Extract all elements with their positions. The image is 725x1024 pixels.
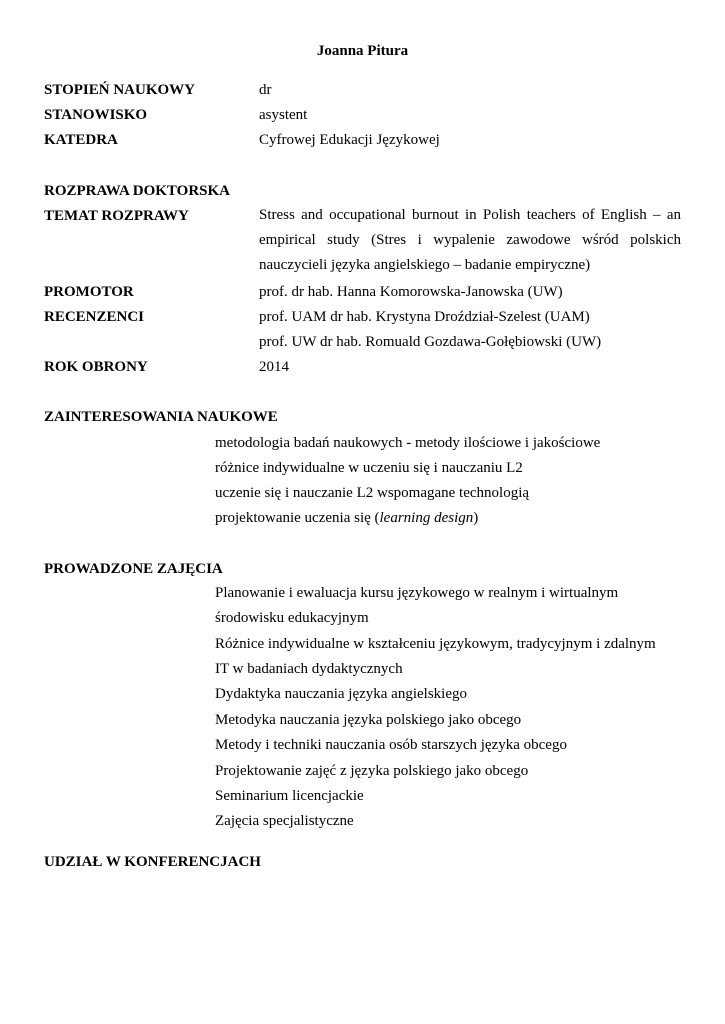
interest-item-close: ) [473, 510, 479, 526]
department-value: Cyfrowej Edukacji Językowej [259, 132, 440, 148]
position-value: asystent [259, 107, 308, 123]
thesis-heading: ROZPRAWA DOKTORSKA [44, 183, 231, 199]
interest-item: metodologia badań naukowych - metody ilościowe i jakościowe [215, 435, 601, 451]
interest-item: różnice indywidualne w uczeniu się i nauczaniu L2 [215, 460, 523, 476]
course-item: Metody i techniki nauczania osób starszych języka obcego [215, 737, 567, 753]
reviewers-label: RECENZENCI [44, 309, 145, 325]
supervisor-value: prof. dr hab. Hanna Komorowska-Janowska (UW) [259, 284, 563, 300]
course-item: Różnice indywidualne w kształceniu językowym, tradycyjnym i zdalnym [215, 636, 656, 652]
course-item: Dydaktyka nauczania języka angielskiego [215, 686, 467, 702]
interest-item [215, 509, 478, 527]
reviewer-item: prof. UAM dr hab. Krystyna Droździał-Szelest (UAM) [259, 309, 590, 325]
thesis-topic-line: nauczycieli języka angielskiego – badanie empiryczne) [259, 257, 591, 273]
supervisor-label: PROMOTOR [44, 284, 134, 300]
course-item: Projektowanie zajęć z języka polskiego jako obcego [215, 763, 529, 779]
thesis-topic-label: TEMAT ROZPRAWY [44, 208, 189, 224]
course-item: Zajęcia specjalistyczne [215, 813, 354, 829]
courses-heading: PROWADZONE ZAJĘCIA [44, 561, 223, 577]
thesis-topic-line: empirical study (Stres i wypalenie zawodowe wśród polskich [259, 232, 681, 248]
course-item: IT w badaniach dydaktycznych [215, 661, 403, 677]
degree-value: dr [259, 82, 272, 98]
interest-item-text: projektowanie uczenia się ( [215, 510, 380, 526]
interests-heading: ZAINTERESOWANIA NAUKOWE [44, 409, 278, 425]
degree-label: STOPIEŃ NAUKOWY [44, 82, 195, 98]
course-item: Planowanie i ewaluacja kursu językowego w realnym i wirtualnym środowisku edukacyjnym [215, 585, 619, 626]
position-label: STANOWISKO [44, 107, 148, 123]
interest-item: uczenie się i nauczanie L2 wspomagane technologią [215, 485, 530, 501]
thesis-topic [259, 203, 681, 278]
person-name: Joanna Pitura [316, 43, 409, 59]
defense-year-value: 2014 [259, 359, 289, 375]
reviewer-item: prof. UW dr hab. Romuald Gozdawa-Gołębiowski (UW) [259, 334, 602, 350]
interest-item-term: learning design [379, 510, 474, 526]
defense-year-label: ROK OBRONY [44, 359, 148, 375]
course-item: Metodyka nauczania języka polskiego jako obcego [215, 712, 522, 728]
thesis-topic-line: Stress and occupational burnout in Polish teachers of English – an [259, 207, 681, 223]
conferences-heading: UDZIAŁ W KONFERENCJACH [44, 854, 261, 870]
department-label: KATEDRA [44, 132, 118, 148]
course-item: Seminarium licencjackie [215, 788, 364, 804]
